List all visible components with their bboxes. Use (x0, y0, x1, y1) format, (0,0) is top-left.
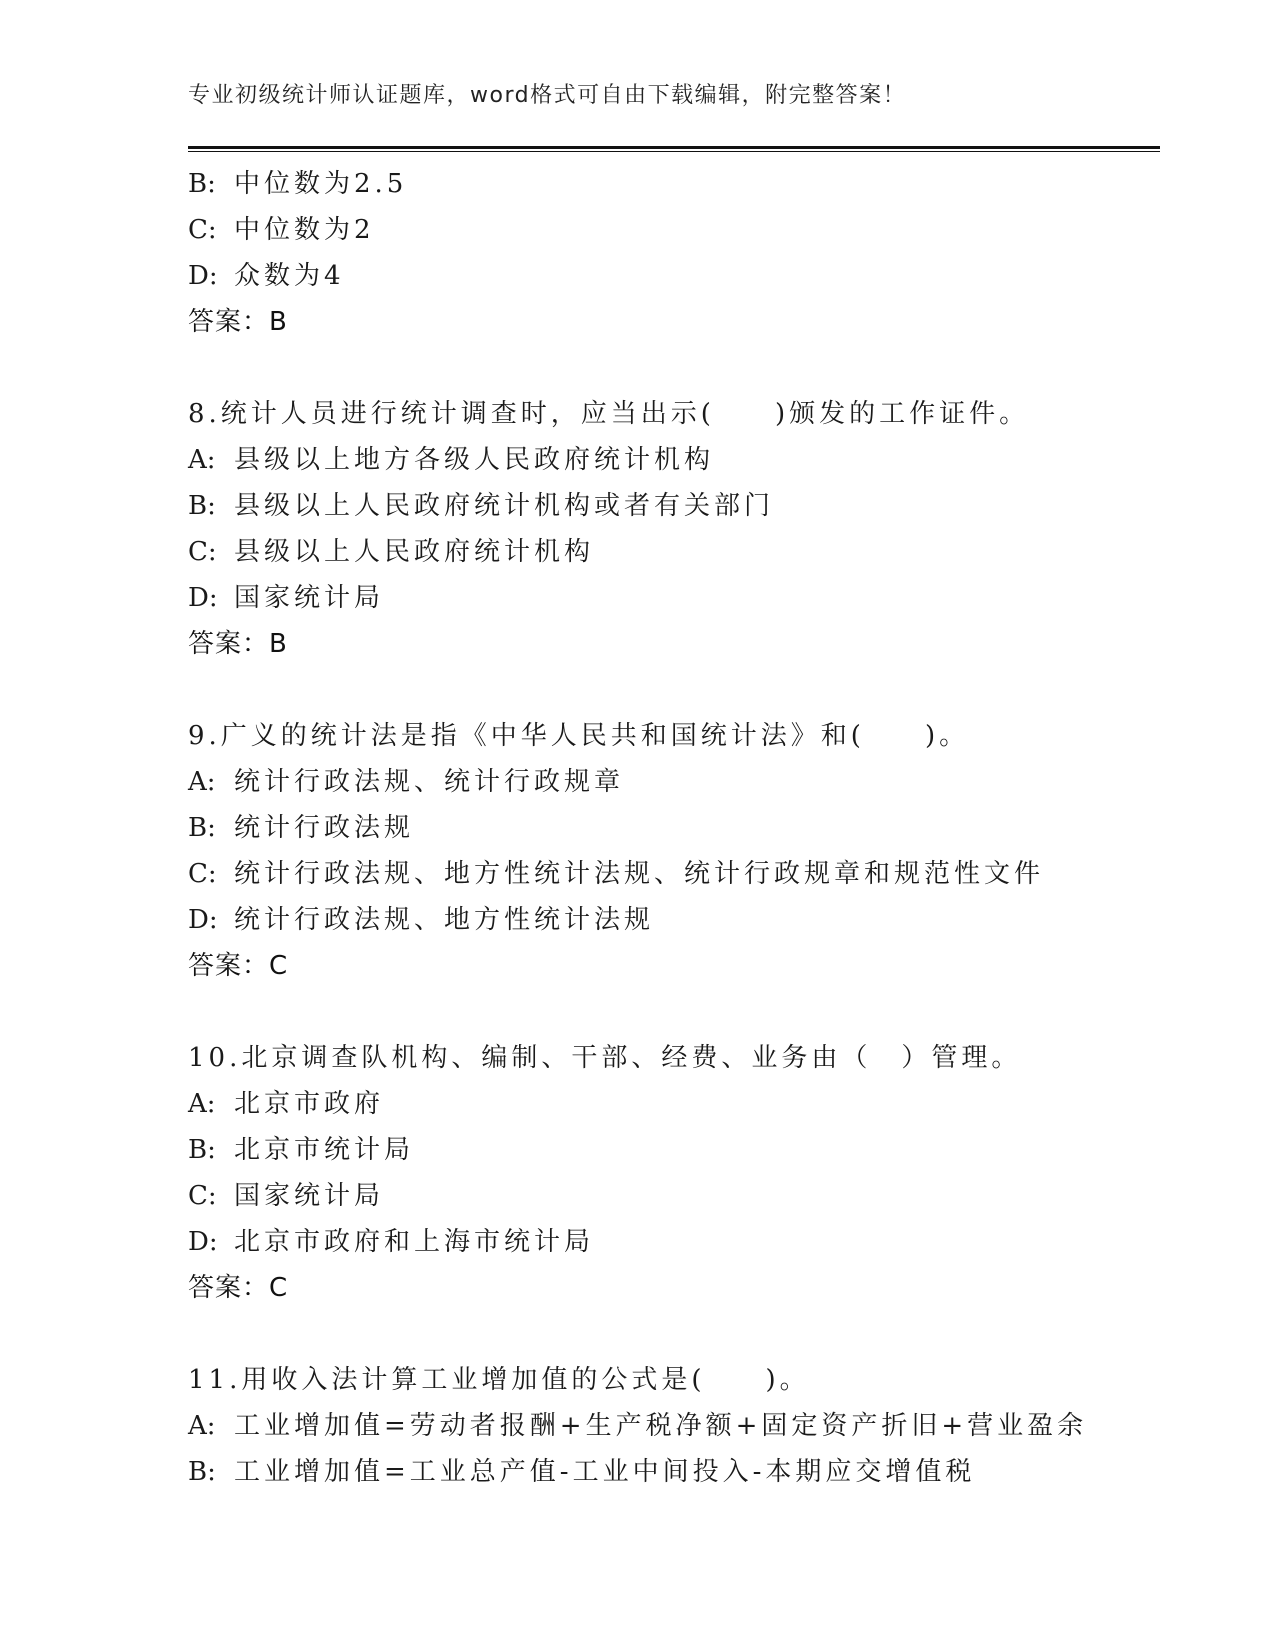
question-stem: 11.用收入法计算工业增加值的公式是( )。 (188, 1365, 810, 1395)
question-stem: 9.广义的统计法是指《中华人民共和国统计法》和( )。 (188, 721, 970, 751)
question-content (188, 161, 1148, 1495)
option-b: B: 县级以上人民政府统计机构或者有关部门 (188, 491, 775, 521)
spacer (188, 345, 1148, 391)
option-d: D: 北京市政府和上海市统计局 (188, 1227, 595, 1257)
question-block-11 (188, 1357, 1148, 1495)
option-a: A: 北京市政府 (188, 1089, 385, 1119)
spacer (188, 1311, 1148, 1357)
option-b: B: 北京市统计局 (188, 1135, 415, 1165)
question-stem: 10.北京调查队机构、编制、干部、经费、业务由（ ）管理。 (188, 1043, 1022, 1073)
option-c: C: 中位数为2 (188, 215, 375, 245)
option-c: C: 国家统计局 (188, 1181, 385, 1211)
question-block-partial (188, 161, 1148, 345)
option-a: A: 工业增加值=劳动者报酬+生产税净额+固定资产折旧+营业盈余 (188, 1411, 1088, 1441)
question-block-10 (188, 1035, 1148, 1311)
spacer (188, 989, 1148, 1035)
page-header: 专业初级统计师认证题库，word格式可自由下载编辑，附完整答案！ (188, 83, 907, 108)
question-stem: 8.统计人员进行统计调查时，应当出示( )颁发的工作证件。 (188, 399, 1030, 429)
option-d: D: 国家统计局 (188, 583, 385, 613)
answer: 答案：B (188, 307, 288, 337)
option-b: B: 统计行政法规 (188, 813, 415, 843)
header-rule-thick (188, 146, 1160, 149)
option-b: B: 中位数为2.5 (188, 169, 408, 199)
answer: 答案：C (188, 951, 289, 981)
spacer (188, 667, 1148, 713)
option-d: D: 统计行政法规、地方性统计法规 (188, 905, 655, 935)
question-block-8 (188, 391, 1148, 667)
question-block-9 (188, 713, 1148, 989)
answer: 答案：B (188, 629, 288, 659)
option-a: A: 县级以上地方各级人民政府统计机构 (188, 445, 715, 475)
option-b: B: 工业增加值=工业总产值-工业中间投入-本期应交增值税 (188, 1457, 976, 1487)
option-c: C: 县级以上人民政府统计机构 (188, 537, 595, 567)
answer: 答案：C (188, 1273, 289, 1303)
option-d: D: 众数为4 (188, 261, 345, 291)
option-a: A: 统计行政法规、统计行政规章 (188, 767, 625, 797)
option-c: C: 统计行政法规、地方性统计法规、统计行政规章和规范性文件 (188, 859, 1045, 889)
header-rule-thin (188, 151, 1160, 152)
